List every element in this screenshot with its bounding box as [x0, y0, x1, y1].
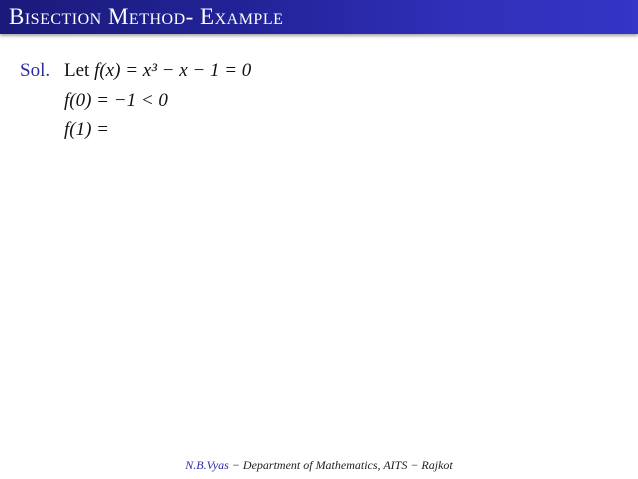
equation-line-1-expression: f(x) = x³ − x − 1 = 0 [94, 60, 252, 81]
slide-title: Bisection Method- Example [9, 4, 284, 29]
equation-line-3 [64, 118, 109, 142]
equation-line-2-expression: f(0) = −1 < 0 [64, 90, 168, 111]
slide-footer [0, 458, 638, 472]
footer-author: N.B.Vyas [185, 458, 229, 472]
footer-department: Department of Mathematics, AITS − Rajkot [242, 458, 453, 472]
equation-line-1 [64, 59, 251, 83]
equation-line-3-expression: f(1) = [64, 119, 110, 140]
equation-line-1-prefix: Let [64, 60, 95, 81]
equation-line-2 [64, 89, 168, 113]
footer-separator: − [228, 458, 243, 472]
solution-label: Sol. [20, 60, 51, 81]
